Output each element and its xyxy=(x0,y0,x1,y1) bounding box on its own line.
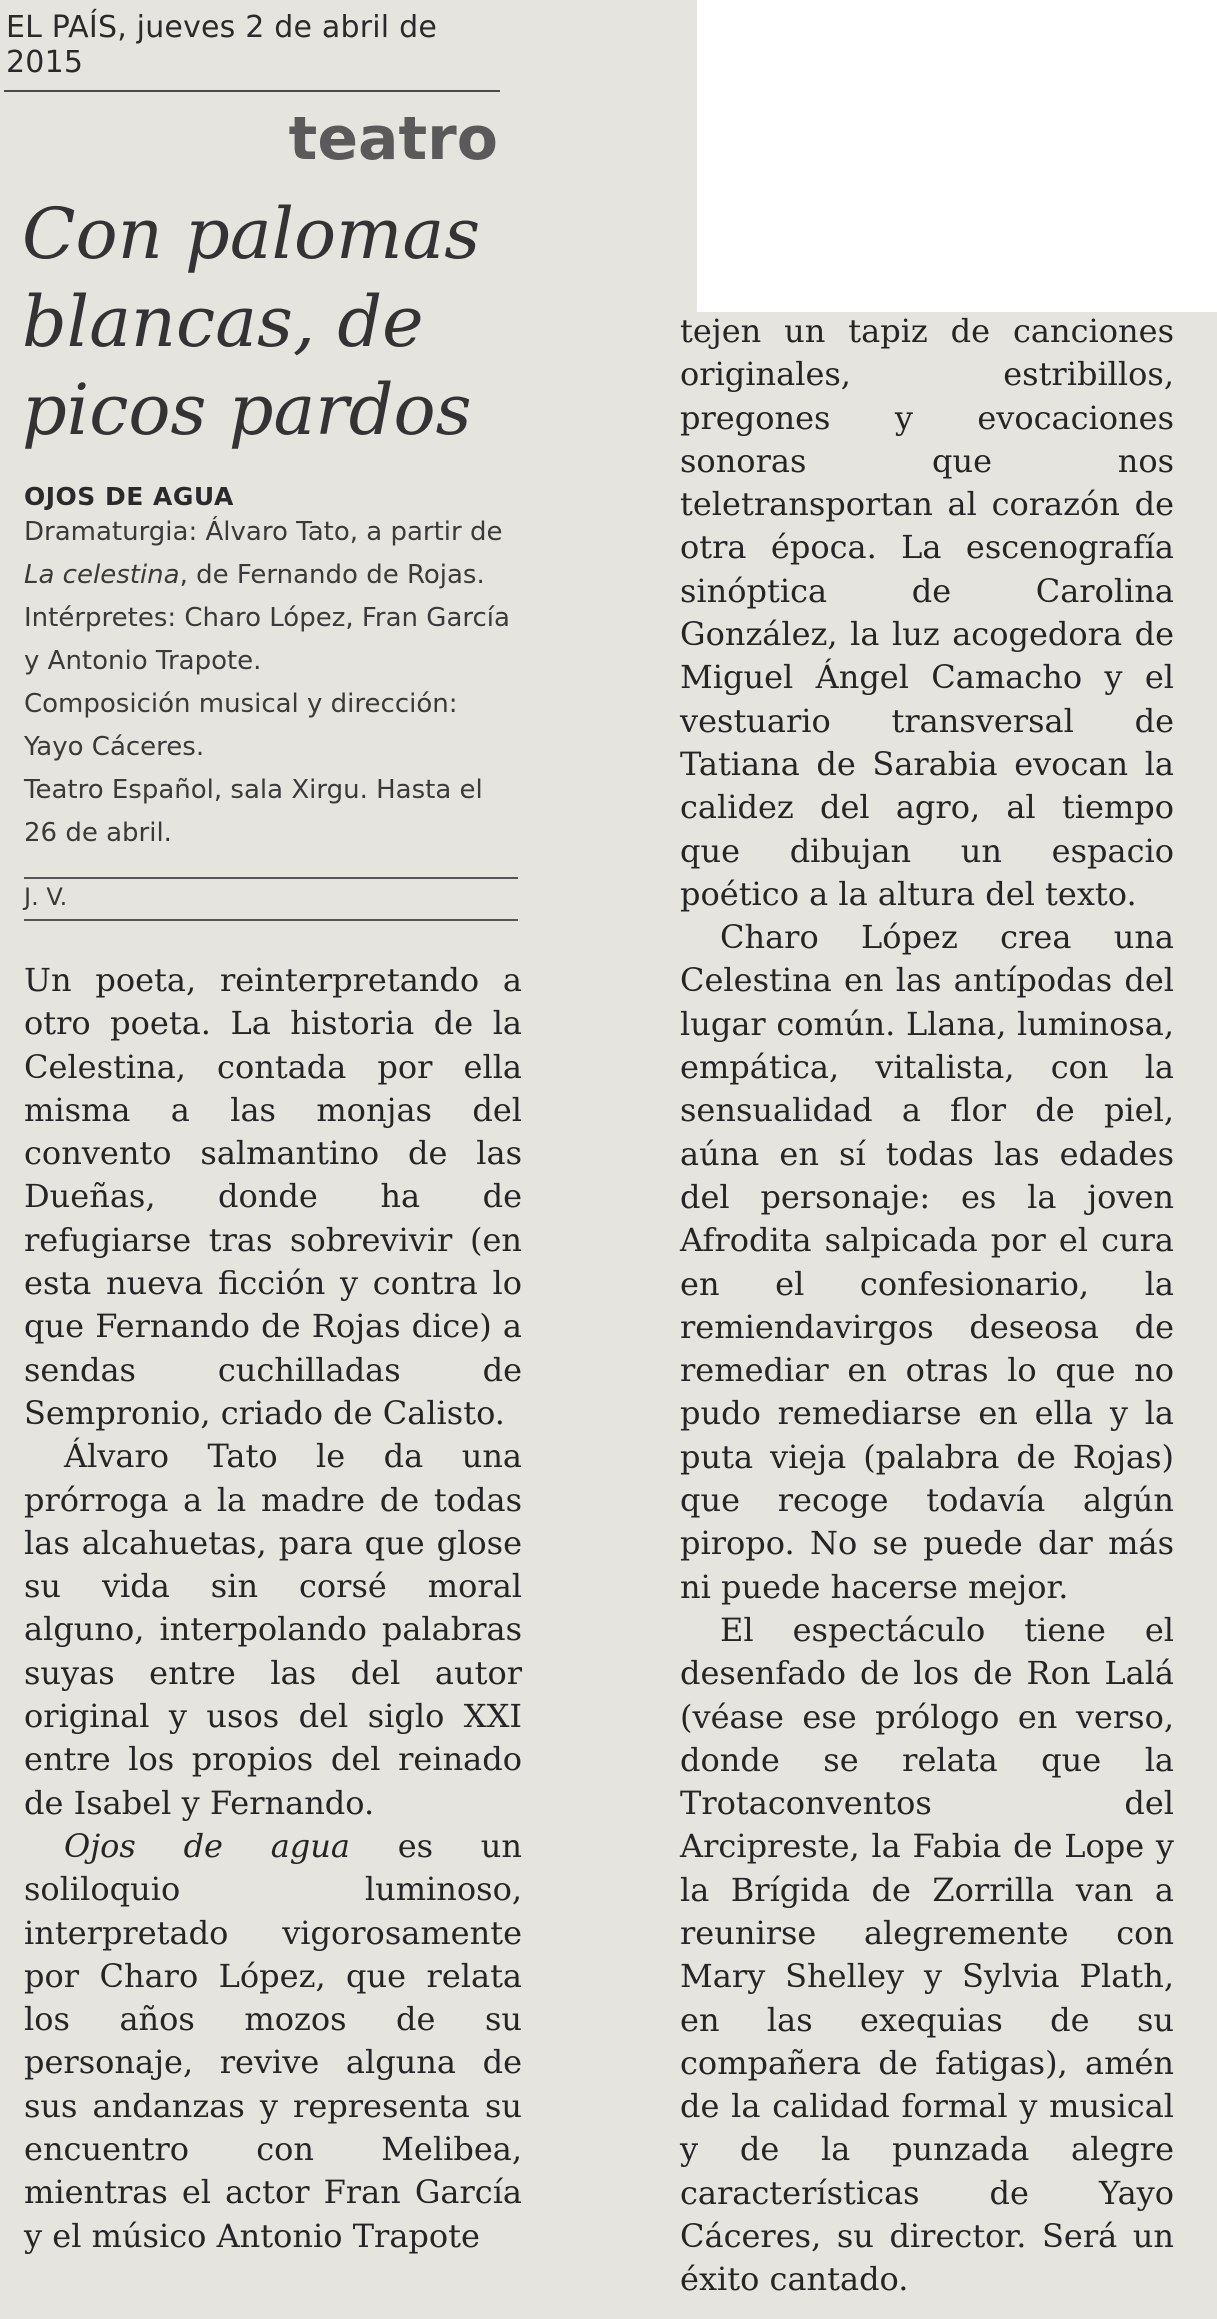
headline: Con palomas blancas, de picos pardos xyxy=(22,193,481,451)
paragraph-4: Charo López crea una Celestina en las antípodas del lugar común. Llana, luminosa, empática, vitalista, con la sensualidad a flor de piel, aúna en sí todas las edades del personaje: es la joven Afrodita salpicada por el cura en el confesionario, la remiendavirgos deseosa de remediar en otras lo que no pudo remediarse en ella y la puta vieja (palabra de Rojas) que recoge todavía algún piropo. No se puede dar más ni puede hacerse mejor. xyxy=(680,918,1174,1606)
play-title: OJOS DE AGUA xyxy=(24,482,234,511)
paragraph-3 xyxy=(24,1825,522,2258)
article-body-right xyxy=(680,310,1174,2302)
paragraph-2: Álvaro Tato le da una prórroga a la madre de todas las alcahuetas, para que glose su vida sin corsé moral alguno, interpolando palabras suyas entre las del autor original y usos del siglo XXI entre los propios del reinado de Isabel y Fernando. xyxy=(24,1437,522,1822)
credit-source-author: , de Fernando de Rojas. xyxy=(179,560,485,590)
credit-source-title: La celestina xyxy=(24,560,180,590)
paragraph-1: Un poeta, reinterpretando a otro poeta. La historia de la Celestina, contada por ella misma a las monjas del convento salmantino de las Dueñas, donde ha de refugiarse tras sobrevivir (en esta nueva ficción y contra lo que Fernando de Rojas dice) a sendas cuchilladas de Sempronio, criado de Calisto. xyxy=(24,961,522,1432)
section-label: teatro xyxy=(288,104,498,174)
credit-dramaturgy-text: Dramaturgia: Álvaro Tato, a partir de xyxy=(24,517,503,547)
credit-dramaturgy xyxy=(24,511,522,597)
credit-music-direction: Composición musical y dirección: Yayo Cáceres. xyxy=(24,689,458,762)
paragraph-3-continued: tejen un tapiz de canciones originales, estribillos, pregones y evocaciones sonoras que nos teletransportan al corazón de otra época. La escenografía sinóptica de Carolina González, la luz acogedora de Miguel Ángel Camacho y el vestuario transversal de Tatiana de Sarabia evocan la calidez del agro, al tiempo que dibujan un espacio poético a la altura del texto. xyxy=(680,312,1174,913)
blank-margin xyxy=(697,0,1217,312)
credit-performers: Intérpretes: Charo López, Fran García y Antonio Trapote. xyxy=(24,603,510,676)
left-column xyxy=(6,0,522,2258)
credits-block xyxy=(24,511,522,855)
paragraph-3-text: es un soliloquio luminoso, interpretado vigorosamente por Charo López, que relata los años mozos de su personaje, revive alguna de sus andanzas y representa su encuentro con Melibea, mientras el actor Fran García y el músico Antonio Trapote xyxy=(24,1826,522,2255)
article-body-left xyxy=(24,959,522,2258)
credit-venue: Teatro Español, sala Xirgu. Hasta el 26 de abril. xyxy=(24,775,483,848)
byline: J. V. xyxy=(24,877,518,921)
dateline: EL PAÍS, jueves 2 de abril de 2015 xyxy=(4,10,500,92)
paragraph-3-title: Ojos de agua xyxy=(64,1826,350,1865)
paragraph-5: El espectáculo tiene el desenfado de los de Ron Lalá (véase ese prólogo en verso, donde se relata que la Trotaconventos del Arcipreste, la Fabia de Lope y la Brígida de Zorrilla van a reunirse alegremente con Mary Shelley y Sylvia Plath, en las exequias de su compañera de fatigas), amén de la calidad formal y musical y de la punzada alegre características de Yayo Cáceres, su director. Será un éxito cantado. xyxy=(680,1610,1174,2299)
